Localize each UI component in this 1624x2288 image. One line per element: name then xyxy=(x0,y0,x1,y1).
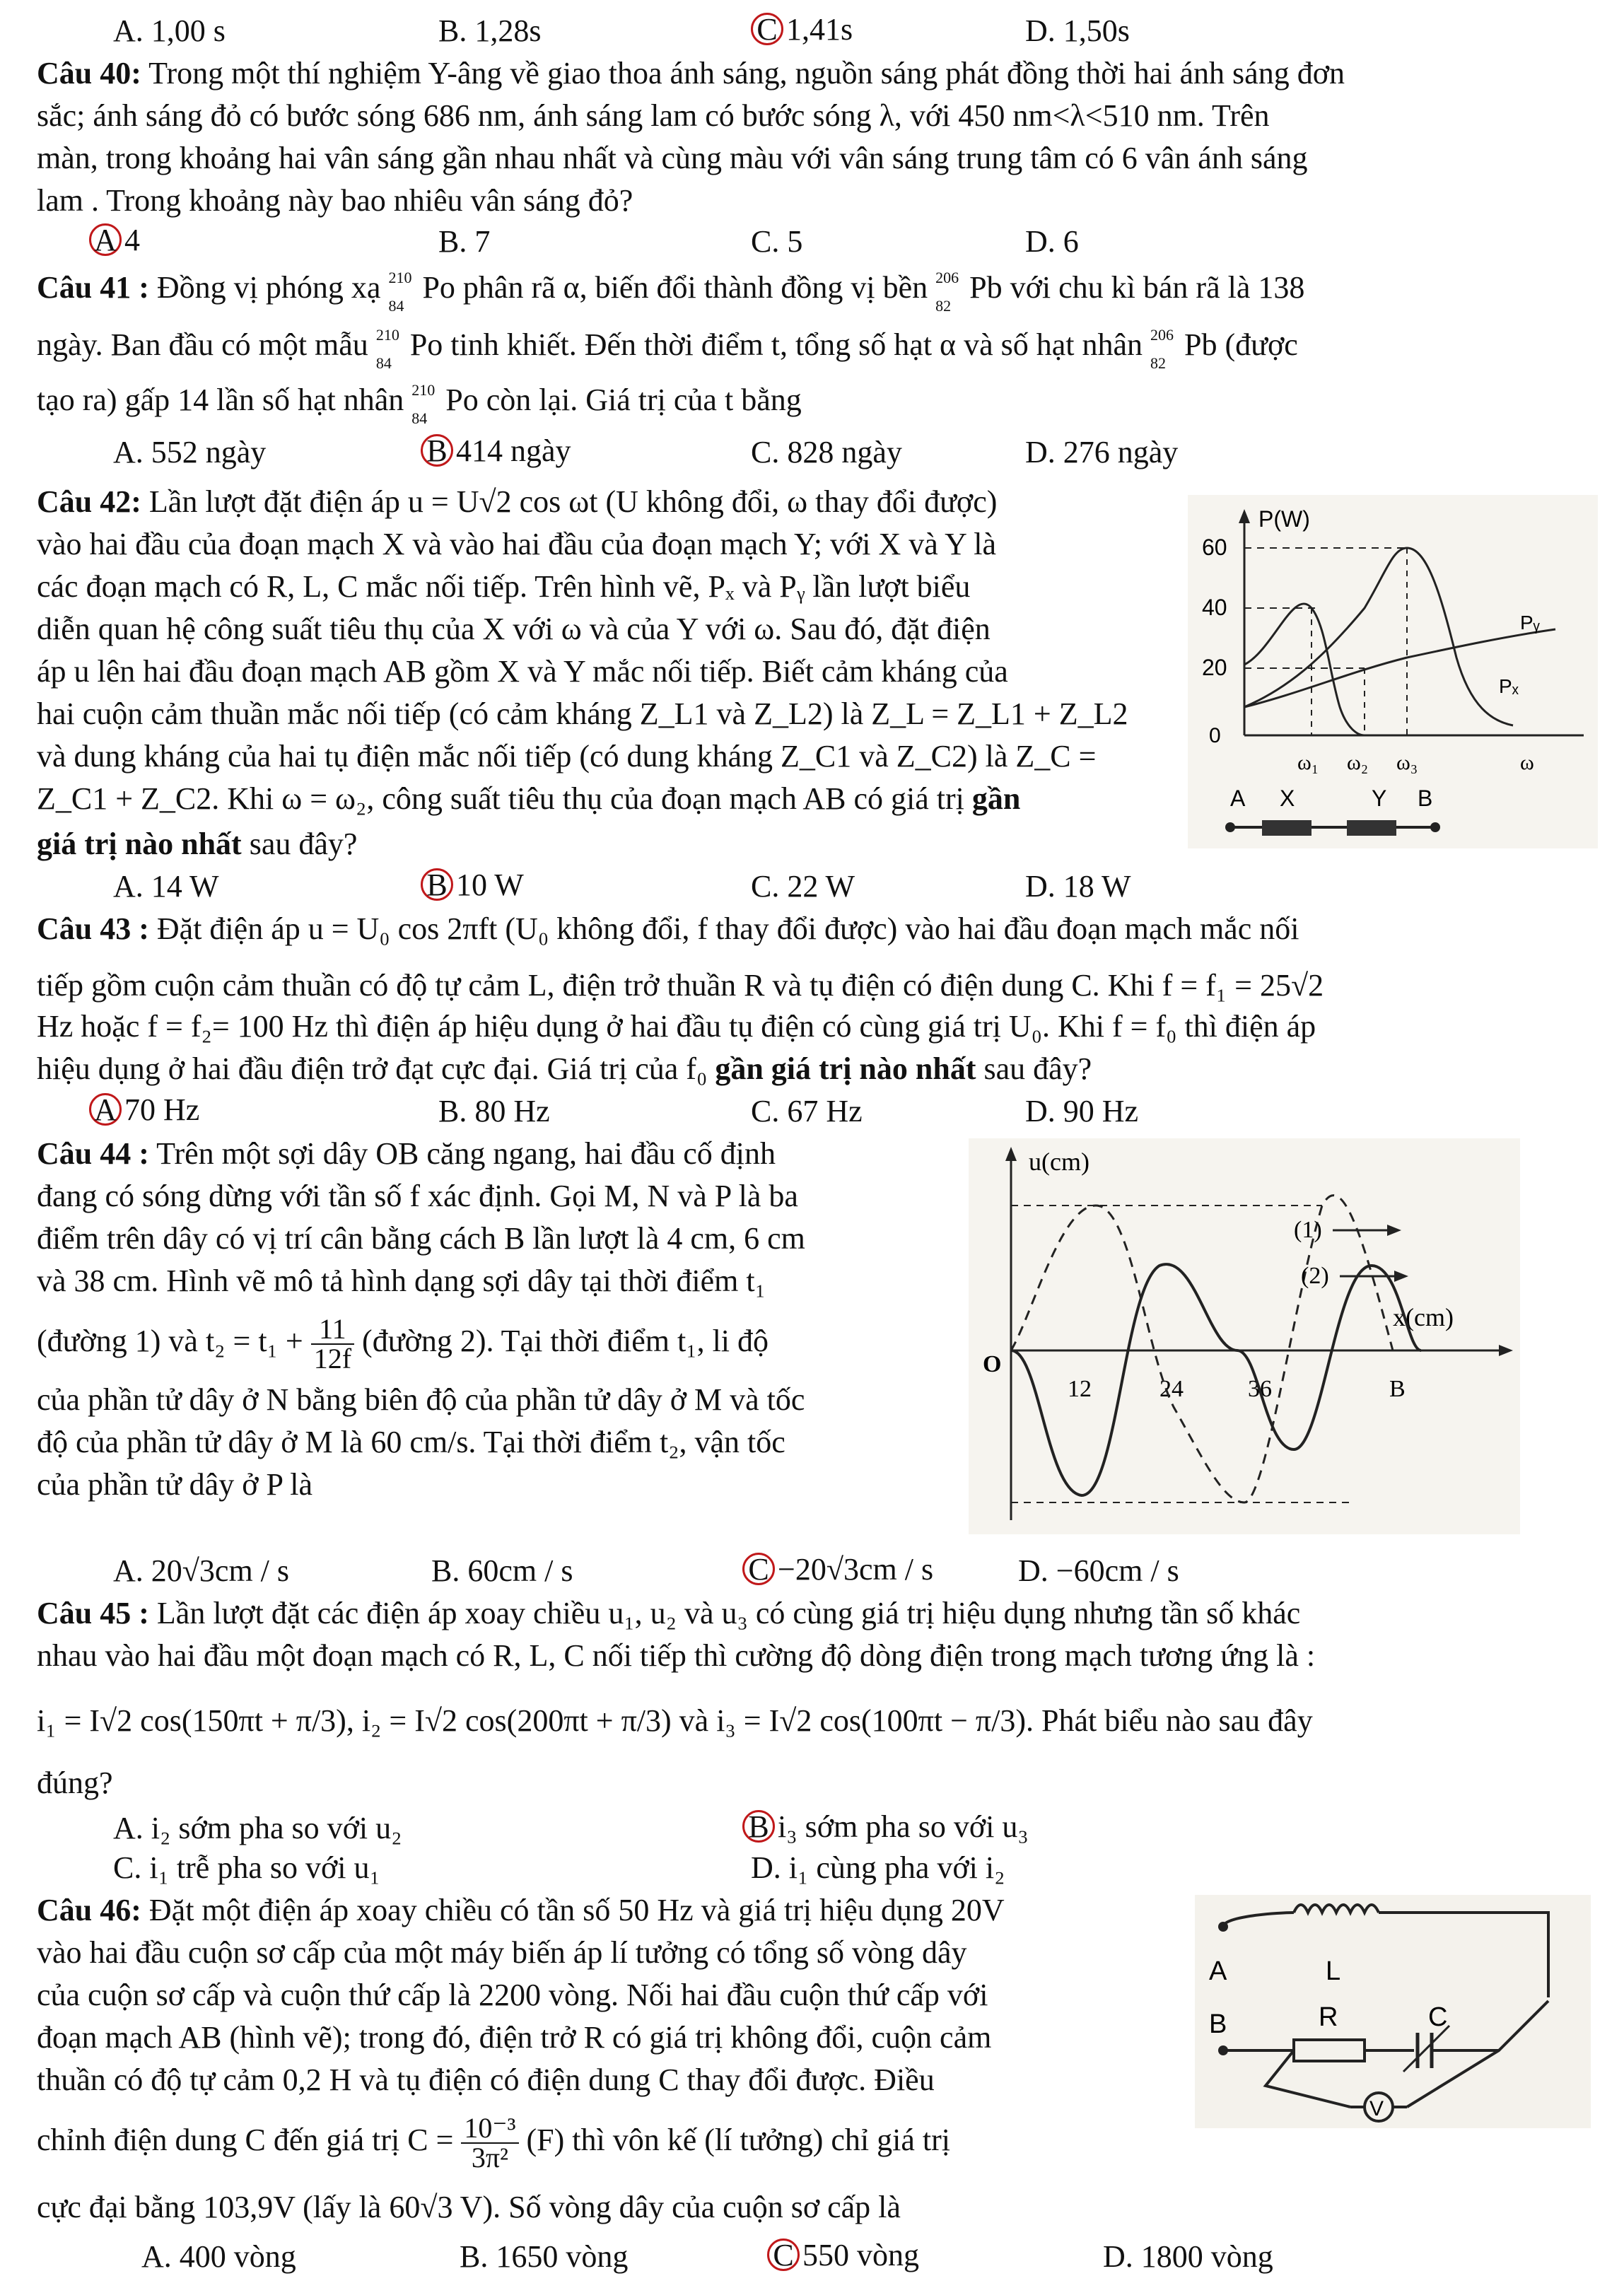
q40-option-c: C. 5 xyxy=(751,224,803,259)
label-v: V xyxy=(1369,2097,1384,2120)
label-c: C xyxy=(1428,2002,1448,2032)
q46-option-c: C 550 vòng xyxy=(767,2239,919,2271)
circuit-figure xyxy=(1195,1895,1591,2128)
q42-option-b: B 10 W xyxy=(421,868,524,901)
label-w: ω xyxy=(1520,751,1534,774)
curve-1-label: (1) xyxy=(1294,1217,1322,1243)
q46-option-a: A. 400 vòng xyxy=(141,2239,296,2274)
label-a: A xyxy=(1209,1956,1227,1986)
answer-circle: A xyxy=(89,1093,122,1126)
answer-circle: C xyxy=(751,13,783,45)
q39-option-c: C 1,41s xyxy=(751,13,853,45)
q46-line-4: đoạn mạch AB (hình vẽ); trong đó, điện trở R có giá trị không đổi, cuộn cảm xyxy=(37,2020,992,2055)
q43-line-1: Câu 43 : Đặt điện áp u = U₀ cos 2πft (U₀ không đổi, f thay đổi được) vào hai đầu đoạn mạch mắc nối xyxy=(37,911,1299,946)
q41-option-a: A. 552 ngày xyxy=(113,435,267,469)
q42-line-5: áp u lên hai đầu đoạn mạch AB gồm X và Y mắc nối tiếp. Biết cảm kháng của xyxy=(37,654,1008,689)
q45-option-c: C. i₁ trễ pha so với u₁ xyxy=(113,1850,380,1885)
box-y xyxy=(1347,820,1396,836)
label-b: B xyxy=(1418,786,1433,811)
tick-0: 0 xyxy=(1209,724,1221,747)
label-w2: ω₂ xyxy=(1347,751,1369,774)
q41-option-c: C. 828 ngày xyxy=(751,435,902,469)
q40-option-d: D. 6 xyxy=(1025,224,1079,259)
q45-option-d: D. i₁ cùng pha với i₂ xyxy=(751,1850,1005,1885)
q44-option-b: B. 60cm / s xyxy=(431,1553,573,1588)
q44-line-8: của phần tử dây ở P là xyxy=(37,1467,313,1502)
tick-60: 60 xyxy=(1202,535,1227,560)
tick-12: 12 xyxy=(1068,1376,1092,1402)
q43-line-4: hiệu dụng ở hai đầu điện trở đạt cực đại. Giá trị của f₀ gần giá trị nào nhất sau đây? xyxy=(37,1051,1092,1086)
label-r: R xyxy=(1319,2002,1338,2032)
origin-label: O xyxy=(983,1351,1002,1377)
q41-line-1: Câu 41 : Đồng vị phóng xạ 210 84 Po phân rã α, biến đổi thành đồng vị bền 206 82 Pb với chu kì bán rã là 138 xyxy=(37,268,1305,315)
q41-option-b: B 414 ngày xyxy=(421,434,571,467)
label-a: A xyxy=(1230,786,1246,811)
q39-option-a: A. 1,00 s xyxy=(113,13,226,48)
q46-line-7: cực đại bằng 103,9V (lấy là 60√3 V). Số vòng dây của cuộn sơ cấp là xyxy=(37,2190,901,2224)
q44-line-1: Câu 44 : Trên một sợi dây OB căng ngang, hai đầu cố định xyxy=(37,1136,776,1171)
q45-line-1: Câu 45 : Lần lượt đặt các điện áp xoay chiều u₁, u₂ và u₃ có cùng giá trị hiệu dụng nhưng tần số khác xyxy=(37,1596,1301,1630)
q40-option-b: B. 7 xyxy=(438,224,491,259)
q40-line-4: lam . Trong khoảng này bao nhiêu vân sáng đỏ? xyxy=(37,183,633,218)
q40-line-3: màn, trong khoảng hai vân sáng gần nhau nhất và cùng màu với vân sáng trung tâm có 6 vân ánh sáng xyxy=(37,141,1308,175)
tick-36: 36 xyxy=(1248,1376,1272,1402)
q46-line-5: thuần có độ tự cảm 0,2 H và tụ điện có điện dung C thay đổi được. Điều xyxy=(37,2062,935,2097)
label-py: Pᵧ xyxy=(1520,612,1540,634)
tick-b: B xyxy=(1389,1376,1406,1402)
standing-wave-figure xyxy=(969,1138,1520,1534)
q44-line-3: điểm trên dây có vị trí cân bằng cách B lần lượt là 4 cm, 6 cm xyxy=(37,1221,805,1256)
fraction-11-12f: $\frac{11}{12f}$ xyxy=(311,1315,354,1373)
label-px: Pₓ xyxy=(1499,675,1519,697)
q43-option-b: B. 80 Hz xyxy=(438,1094,550,1128)
answer-circle: C xyxy=(742,1553,775,1585)
power-graph-figure xyxy=(1188,495,1598,848)
tick-24: 24 xyxy=(1159,1376,1184,1402)
q46-line-6: chỉnh điện dung C đến giá trị C = $\frac{\text{10⁻³}}{\text{3π²}}$ (F) thì vôn kế (lí tưởng) chỉ giá trị xyxy=(37,2112,950,2173)
answer-circle: B xyxy=(421,868,453,901)
q42-option-d: D. 18 W xyxy=(1025,869,1131,904)
q44-line-5: (đường 1) và t₂ = t₁ + $\frac{11}{12f}$ (đường 2). Tại thời điểm t₁, li độ xyxy=(37,1313,769,1374)
q40-option-a: A 4 xyxy=(89,223,140,256)
label-w3: ω₃ xyxy=(1396,751,1418,774)
q45-line-4: đúng? xyxy=(37,1765,113,1800)
q43-line-2: tiếp gồm cuộn cảm thuần có độ tự cảm L, điện trở thuần R và tụ điện có điện dung C. Khi f = f₁ = 25√2 xyxy=(37,968,1324,1003)
q45-option-a: A. i₂ sớm pha so với u₂ xyxy=(113,1811,402,1845)
q44-option-a: A. 20√3cm / s xyxy=(113,1553,290,1588)
u-label: u(cm) xyxy=(1029,1148,1090,1176)
tick-20: 20 xyxy=(1202,655,1227,680)
label-b: B xyxy=(1209,2009,1227,2039)
q42-line-2: vào hai đầu của đoạn mạch X và vào hai đầu của đoạn mạch Y; với X và Y là xyxy=(37,527,997,561)
x-label: x(cm) xyxy=(1393,1303,1454,1331)
q46-line-3: của cuộn sơ cấp và cuộn thứ cấp là 2200 vòng. Nối hai đầu cuộn thứ cấp với xyxy=(37,1978,988,2012)
q45-option-b: B i₃ sớm pha so với u₃ xyxy=(742,1810,1029,1843)
q45-line-2: nhau vào hai đầu một đoạn mạch có R, L, C nối tiếp thì cường độ dòng điện trong mạch tương ứng là : xyxy=(37,1638,1316,1673)
q44-line-4: và 38 cm. Hình vẽ mô tả hình dạng sợi dây tại thời điểm t₁ xyxy=(37,1263,766,1298)
graph-y-label: P(W) xyxy=(1258,506,1310,532)
q42-line-8: Z_C1 + Z_C2. Khi ω = ω₂, công suất tiêu thụ của đoạn mạch AB có giá trị gần xyxy=(37,781,1021,816)
label-x: X xyxy=(1280,786,1295,811)
fraction-capacitance: $\frac{\text{10⁻³}}{\text{3π²}}$ xyxy=(461,2114,518,2172)
q44-option-d: D. −60cm / s xyxy=(1018,1553,1179,1588)
box-x xyxy=(1262,820,1312,836)
q43-option-d: D. 90 Hz xyxy=(1025,1094,1139,1128)
q42-line-4: diễn quan hệ công suất tiêu thụ của X với ω và của Y với ω. Sau đó, đặt điện xyxy=(37,612,991,646)
q42-line-9: giá trị nào nhất sau đây? xyxy=(37,827,358,861)
label-l: L xyxy=(1326,1956,1341,1986)
q44-line-7: độ của phần tử dây ở M là 60 cm/s. Tại thời điểm t₂, vận tốc xyxy=(37,1425,785,1459)
q40-line-1: Câu 40: Trong một thí nghiệm Y-âng về giao thoa ánh sáng, nguồn sáng phát đồng thời hai ánh sáng đơn xyxy=(37,56,1345,91)
answer-circle: A xyxy=(89,223,122,256)
q46-line-2: vào hai đầu cuộn sơ cấp của một máy biến áp lí tưởng có tổng số vòng dây xyxy=(37,1935,967,1970)
q41-line-3: tạo ra) gấp 14 lần số hạt nhân 210 84 Po còn lại. Giá trị của t bằng xyxy=(37,380,802,427)
q43-option-a: A 70 Hz xyxy=(89,1093,199,1126)
curve-2-label: (2) xyxy=(1301,1263,1329,1289)
q42-line-1: Câu 42: Lần lượt đặt điện áp u = U√2 cos ωt (U không đổi, ω thay đổi được) xyxy=(37,484,998,519)
tick-40: 40 xyxy=(1202,595,1227,620)
q46-option-d: D. 1800 vòng xyxy=(1103,2239,1273,2274)
q42-line-7: và dung kháng của hai tụ điện mắc nối tiếp (có dung kháng Z_C1 và Z_C2) là Z_C = xyxy=(37,739,1097,774)
answer-circle: B xyxy=(742,1810,775,1843)
q46-option-b: B. 1650 vòng xyxy=(460,2239,629,2274)
q42-option-a: A. 14 W xyxy=(113,869,219,904)
q45-line-3: i₁ = I√2 cos(150πt + π/3), i₂ = I√2 cos(200πt + π/3) và i₃ = I√2 cos(100πt − π/3). Phát biểu nào sau đây xyxy=(37,1703,1313,1738)
q46-line-1: Câu 46: Đặt một điện áp xoay chiều có tần số 50 Hz và giá trị hiệu dụng 20V xyxy=(37,1893,1005,1927)
q44-option-c: C −20√3cm / s xyxy=(742,1553,933,1585)
label-w1: ω₁ xyxy=(1297,751,1319,774)
q39-option-d: D. 1,50s xyxy=(1025,13,1130,48)
q40-line-2: sắc; ánh sáng đỏ có bước sóng 686 nm, ánh sáng lam có bước sóng λ, với 450 nm<λ<510 nm. Trên xyxy=(37,98,1270,133)
q42-line-3: các đoạn mạch có R, L, C mắc nối tiếp. Trên hình vẽ, Pₓ và Pᵧ lần lượt biểu xyxy=(37,569,971,604)
q44-line-6: của phần tử dây ở N bằng biên độ của phần tử dây ở M và tốc xyxy=(37,1382,805,1417)
q39-option-b: B. 1,28s xyxy=(438,13,542,48)
q43-line-3: Hz hoặc f = f₂= 100 Hz thì điện áp hiệu dụng ở hai đầu tụ điện có cùng giá trị U₀. Khi f = f₀ thì điện áp xyxy=(37,1009,1316,1044)
q44-line-2: đang có sóng dừng với tần số f xác định. Gọi M, N và P là ba xyxy=(37,1179,798,1213)
q41-line-2: ngày. Ban đầu có một mẫu 210 84 Po tinh khiết. Đến thời điểm t, tổng số hạt α và số hạt nhân 206 82 Pb (được xyxy=(37,325,1298,372)
answer-circle: C xyxy=(767,2239,800,2271)
q43-option-c: C. 67 Hz xyxy=(751,1094,863,1128)
label-y: Y xyxy=(1372,786,1387,811)
q41-option-d: D. 276 ngày xyxy=(1025,435,1179,469)
q42-line-6: hai cuộn cảm thuần mắc nối tiếp (có cảm kháng Z_L1 và Z_L2) là Z_L = Z_L1 + Z_L2 xyxy=(37,696,1128,731)
answer-circle: B xyxy=(421,434,453,467)
q42-option-c: C. 22 W xyxy=(751,869,855,904)
